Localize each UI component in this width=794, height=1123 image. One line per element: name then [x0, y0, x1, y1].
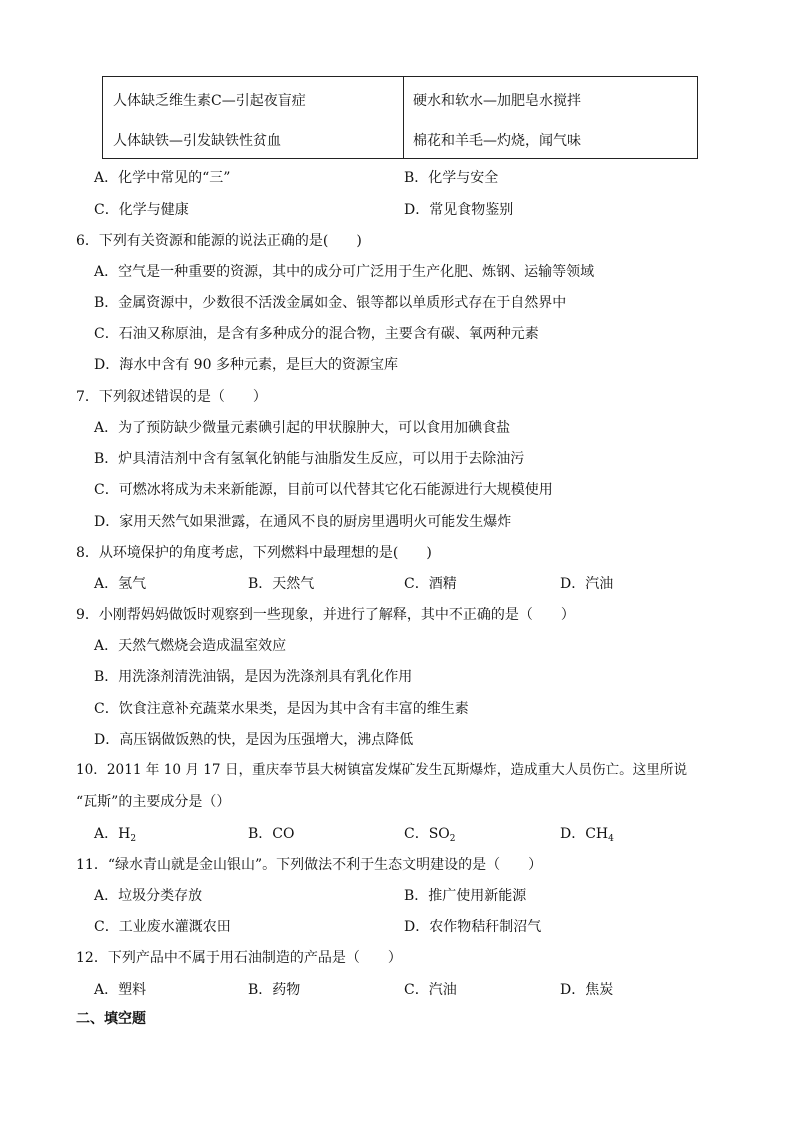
q5-option-a: A．化学中常见的“三” [94, 170, 231, 186]
q7-option-c: C．可燃冰将成为未来新能源，目前可以代替其它化石能源进行大规模使用 [94, 482, 553, 498]
q9-option-a: A．天然气燃烧会造成温室效应 [94, 638, 287, 654]
matching-table [102, 76, 698, 159]
q12-stem: 12．下列产品中不属于用石油制造的产品是（ ） [76, 950, 402, 966]
q7-option-a: A．为了预防缺少微量元素碘引起的甲状腺肿大，可以食用加碘食盐 [94, 420, 511, 436]
q10-option-b: B．CO [248, 826, 295, 842]
q7-option-d: D．家用天然气如果泄露，在通风不良的厨房里遇明火可能发生爆炸 [94, 514, 512, 530]
q5-option-c: C．化学与健康 [94, 202, 189, 218]
q10-option-c: C．$SO_2$ [404, 826, 456, 844]
q8-option-b: B．天然气 [248, 576, 315, 592]
q6-stem: 6．下列有关资源和能源的说法正确的是( ) [76, 233, 362, 249]
q9-option-b: B．用洗涤剂清洗油锅，是因为洗涤剂具有乳化作用 [94, 669, 413, 685]
q12-option-b: B．药物 [248, 982, 301, 998]
q5-option-d: D．常见食物鉴别 [404, 202, 514, 218]
q10-stem-line1: 10．2011 年 10 月 17 日，重庆奉节县大树镇富发煤矿发生瓦斯爆炸，造成重大人员伤亡。这里所说 [76, 762, 688, 778]
q11-option-d: D．农作物秸秆制沼气 [404, 919, 542, 935]
section-heading: 二、填空题 [76, 1011, 146, 1027]
q11-option-b: B．推广使用新能源 [404, 888, 527, 904]
q12-option-c: C．汽油 [404, 982, 457, 998]
q9-option-c: C．饮食注意补充蔬菜水果类，是因为其中含有丰富的维生素 [94, 701, 469, 717]
q8-option-d: D．汽油 [560, 576, 614, 592]
q10-stem-line2: “瓦斯”的主要成分是（） [76, 794, 231, 810]
q12-option-a: A．塑料 [94, 982, 147, 998]
q8-option-a: A．氢气 [94, 576, 147, 592]
q7-stem: 7．下列叙述错误的是（ ） [76, 389, 267, 405]
q9-option-d: D．高压锅做饭熟的快，是因为压强增大，沸点降低 [94, 732, 414, 748]
q5-option-b: B．化学与安全 [404, 170, 499, 186]
table-cell-right-top: 硬水和软水—加肥皂水搅拌 [413, 93, 581, 109]
table-cell-left-top: 人体缺乏维生素C—引起夜盲症 [113, 93, 306, 109]
q8-stem: 8．从环境保护的角度考虑，下列燃料中最理想的是( ) [76, 545, 432, 561]
q10-option-d: D．$CH_4$ [560, 826, 614, 844]
table-cell-left-bottom: 人体缺铁—引发缺铁性贫血 [113, 133, 281, 149]
q12-option-d: D．焦炭 [560, 982, 614, 998]
table-divider [403, 77, 404, 158]
q8-option-c: C．酒精 [404, 576, 457, 592]
q6-option-b: B．金属资源中，少数很不活泼金属如金、银等都以单质形式存在于自然界中 [94, 295, 567, 311]
q11-option-a: A．垃圾分类存放 [94, 888, 203, 904]
q11-option-c: C．工业废水灌溉农田 [94, 919, 231, 935]
table-cell-right-bottom: 棉花和羊毛—灼烧，闻气味 [413, 133, 581, 149]
q7-option-b: B．炉具清洁剂中含有氢氧化钠能与油脂发生反应，可以用于去除油污 [94, 451, 525, 467]
q9-stem: 9．小刚帮妈妈做饭时观察到一些现象，并进行了解释，其中不正确的是（ ） [76, 607, 575, 623]
q6-option-a: A．空气是一种重要的资源，其中的成分可广泛用于生产化肥、炼钢、运输等领域 [94, 264, 595, 280]
q6-option-d: D．海水中含有 90 多种元素，是巨大的资源宝库 [94, 357, 398, 373]
q6-option-c: C．石油又称原油，是含有多种成分的混合物，主要含有碳、氧两种元素 [94, 326, 539, 342]
q11-stem: 11．“绿水青山就是金山银山”。下列做法不利于生态文明建设的是（ ） [76, 857, 543, 873]
q10-option-a: A．$H_2$ [94, 826, 137, 844]
